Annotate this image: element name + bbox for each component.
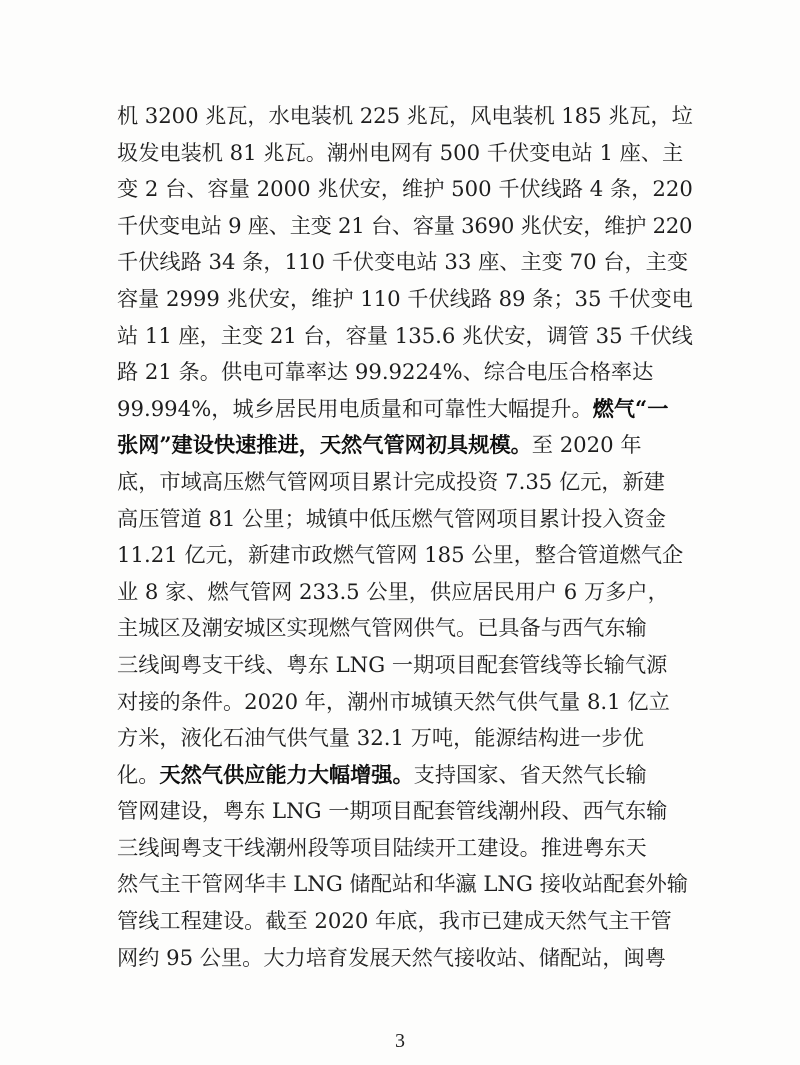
body-text-segment: 方米，液化石油气供气量 32.1 万吨，能源结构进一步优 [117,725,644,751]
body-text-segment: 千伏线路 34 条，110 千伏变电站 33 座、主变 70 台，主变 [117,249,689,275]
text-line [117,720,693,757]
body-text-segment: 变 2 台、容量 2000 兆伏安，维护 500 千伏线路 4 条，220 [117,176,693,202]
body-text-segment: 三线闽粤支干线、粤东 LNG 一期项目配套管线等长输气源 [117,651,668,677]
body-text-segment: 圾发电装机 81 兆瓦。潮州电网有 500 千伏变电站 1 座、主 [117,139,684,165]
text-line [117,208,693,245]
body-text-segment: 网约 95 公里。大力培育发展天然气接收站、储配站，闽粤 [117,944,666,970]
body-text-segment: 至 2020 年 [531,432,642,458]
bold-heading-text: 燃气“一 [592,395,669,421]
body-text-segment: 化。 [117,761,160,787]
text-line [117,244,693,281]
body-text-segment: 机 3200 兆瓦，水电装机 225 兆瓦，风电装机 185 兆瓦，垃 [117,103,693,128]
body-text-segment: 千伏变电站 9 座、主变 21 台、容量 3690 兆伏安，维护 220 [117,212,693,238]
text-line [117,903,693,940]
body-text-segment: 支持国家、省天然气长输 [413,761,647,787]
text-line [117,866,693,903]
body-text-segment: 三线闽粤支干线潮州段等项目陆续开工建设。推进粤东天 [117,834,647,860]
text-line [117,610,693,647]
text-line [117,171,693,208]
text-line [117,281,693,318]
text-line [117,318,693,355]
body-text-segment: 11.21 亿元，新建市政燃气管网 185 公里，整合管道燃气企 [117,542,684,568]
body-text-segment: 业 8 家、燃气管网 233.5 公里，供应居民用户 6 万多户， [117,578,669,604]
body-text-segment: 路 21 条。供电可靠率达 99.9224%、综合电压合格率达 [117,359,654,385]
text-line [117,940,693,977]
body-text-segment: 站 11 座，主变 21 台，容量 135.6 兆伏安，调管 35 千伏线 [117,322,693,348]
text-line [117,684,693,721]
text-line [117,354,693,391]
body-text-segment: 底，市域高压燃气管网项目累计完成投资 7.35 亿元，新建 [117,468,665,494]
text-line [117,135,693,172]
text-line [117,98,693,135]
text-line [117,427,693,464]
text-line [117,574,693,611]
body-text [117,98,693,976]
body-text-segment: 对接的条件。2020 年，潮州市城镇天然气供气量 8.1 亿立 [117,688,670,714]
page-number: 3 [395,1030,405,1052]
body-text-segment: 管线工程建设。截至 2020 年底，我市已建成天然气主干管 [117,908,672,934]
text-line [117,501,693,538]
body-text-segment: 容量 2999 兆伏安，维护 110 千伏线路 89 条；35 千伏变电 [117,285,693,311]
text-line [117,647,693,684]
text-line [117,537,693,574]
body-text-segment: 然气主干管网华丰 LNG 储配站和华瀛 LNG 接收站配套外输 [117,871,688,897]
body-text-segment: 高压管道 81 公里；城镇中低压燃气管网项目累计投入资金 [117,505,666,531]
bold-heading-text: 天然气供应能力大幅增强。 [159,761,414,787]
text-line [117,464,693,501]
text-line [117,793,693,830]
body-text-segment: 99.994%，城乡居民用电质量和可靠性大幅提升。 [117,395,593,421]
text-line [117,757,693,794]
bold-heading-text: 张网”建设快速推进，天然气管网初具规模。 [117,432,532,458]
body-text-segment: 管网建设，粤东 LNG 一期项目配套管线潮州段、西气东输 [117,798,668,824]
text-line [117,830,693,867]
text-line [117,391,693,428]
body-text-segment: 主城区及潮安城区实现燃气管网供气。已具备与西气东输 [117,615,647,641]
